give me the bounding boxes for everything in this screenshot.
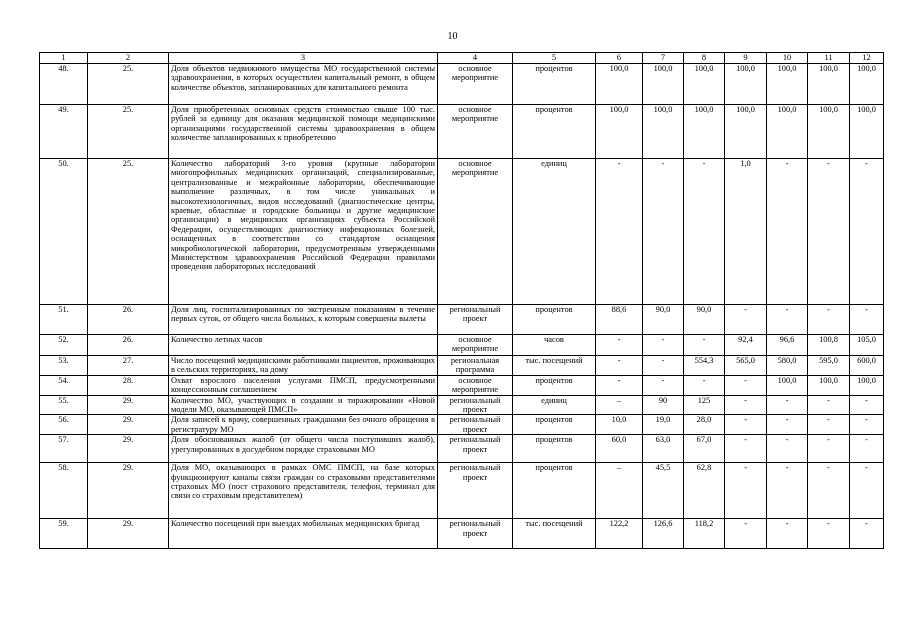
value-cell: - xyxy=(808,519,850,549)
value-cell: - xyxy=(767,415,808,435)
value-cell: 96,6 xyxy=(767,335,808,356)
unit-cell: процентов xyxy=(513,64,596,105)
table-row xyxy=(40,435,884,463)
value-cell: 600,0 xyxy=(850,356,884,376)
event-type-cell: региональный проект xyxy=(438,305,513,335)
value-cell: 118,2 xyxy=(684,519,725,549)
row-number-cell: 48. xyxy=(40,64,88,105)
table-row xyxy=(40,463,884,519)
unit-cell: процентов xyxy=(513,435,596,463)
value-cell: - xyxy=(596,335,643,356)
value-cell: 125 xyxy=(684,395,725,415)
event-type-cell: основное мероприятие xyxy=(438,105,513,159)
value-cell: - xyxy=(725,395,767,415)
reference-number-cell: 29. xyxy=(88,519,169,549)
column-header: 2 xyxy=(88,53,169,64)
value-cell: - xyxy=(725,305,767,335)
table-row xyxy=(40,64,884,105)
value-cell: - xyxy=(767,395,808,415)
value-cell: - xyxy=(850,435,884,463)
indicator-name-cell: Доля приобретенных основных средств стоимостью свыше 100 тыс. рублей за единицу для оказания медицинской помощи медицинскими организациями государственной системы здравоохранения в общем количестве запланированных к приобретению xyxy=(169,105,438,159)
value-cell: 554,3 xyxy=(684,356,725,376)
unit-cell: процентов xyxy=(513,415,596,435)
value-cell: 100,8 xyxy=(808,335,850,356)
unit-cell: процентов xyxy=(513,105,596,159)
indicator-name-cell: Количество МО, участвующих в создании и тиражировании «Новой модели МО, оказывающей ПМСП» xyxy=(169,395,438,415)
value-cell: 100,0 xyxy=(725,105,767,159)
reference-number-cell: 26. xyxy=(88,335,169,356)
value-cell: - xyxy=(808,305,850,335)
table-body xyxy=(40,64,884,549)
unit-cell: единиц xyxy=(513,395,596,415)
value-cell: 63,0 xyxy=(643,435,684,463)
value-cell: 19,0 xyxy=(643,415,684,435)
value-cell: - xyxy=(767,519,808,549)
value-cell: 100,0 xyxy=(808,64,850,105)
event-type-cell: региональный проект xyxy=(438,463,513,519)
indicator-name-cell: Доля обоснованных жалоб (от общего числа поступивших жалоб), урегулированных в досудебном порядке страховыми МО xyxy=(169,435,438,463)
value-cell: - xyxy=(596,375,643,395)
column-header: 4 xyxy=(438,53,513,64)
value-cell: 122,2 xyxy=(596,519,643,549)
event-type-cell: основное мероприятие xyxy=(438,159,513,305)
value-cell: - xyxy=(643,356,684,376)
value-cell: - xyxy=(767,305,808,335)
value-cell: 100,0 xyxy=(684,105,725,159)
column-number-row xyxy=(40,53,884,64)
event-type-cell: региональный проект xyxy=(438,435,513,463)
value-cell: – xyxy=(596,463,643,519)
value-cell: 88,6 xyxy=(596,305,643,335)
row-number-cell: 55. xyxy=(40,395,88,415)
value-cell: 595,0 xyxy=(808,356,850,376)
row-number-cell: 53. xyxy=(40,356,88,376)
value-cell: 100,0 xyxy=(767,105,808,159)
value-cell: - xyxy=(767,463,808,519)
value-cell: - xyxy=(808,415,850,435)
table-row xyxy=(40,395,884,415)
unit-cell: процентов xyxy=(513,305,596,335)
value-cell: - xyxy=(643,159,684,305)
value-cell: - xyxy=(808,463,850,519)
column-header: 3 xyxy=(169,53,438,64)
table-row xyxy=(40,305,884,335)
value-cell: 62,8 xyxy=(684,463,725,519)
value-cell: 100,0 xyxy=(684,64,725,105)
event-type-cell: основное мероприятие xyxy=(438,64,513,105)
value-cell: 100,0 xyxy=(643,64,684,105)
row-number-cell: 49. xyxy=(40,105,88,159)
value-cell: 92,4 xyxy=(725,335,767,356)
indicators-table xyxy=(39,52,884,549)
indicator-name-cell: Доля лиц, госпитализированных по экстренным показаниям в течение первых суток, от общего числа больных, к которым совершены вылеты xyxy=(169,305,438,335)
event-type-cell: региональный проект xyxy=(438,395,513,415)
row-number-cell: 52. xyxy=(40,335,88,356)
column-header: 10 xyxy=(767,53,808,64)
indicator-name-cell: Количество лабораторий 3-го уровня (крупные лаборатории многопрофильных медицинских организаций, специализированные, централизованные и межрайонные лаборатории, обеспечивающие выполнение различных, в том числе уникальных и высокотехнологичных, видов исследований (диагностические центры, краевые, областные и городские больницы и другие медицинские организации) в медицинских организациях субъекта Российской Федерации, осуществляющих диагностику инфекционных болезней, оснащенных в соответствии со стандартом оснащения микробиологической лаборатории, предусмотренным утвержденными Министерством здравоохранения Российской Федерации правилами проведения лабораторных исследований xyxy=(169,159,438,305)
row-number-cell: 50. xyxy=(40,159,88,305)
value-cell: 100,0 xyxy=(808,105,850,159)
value-cell: 10,0 xyxy=(596,415,643,435)
value-cell: - xyxy=(725,415,767,435)
unit-cell: единиц xyxy=(513,159,596,305)
value-cell: - xyxy=(850,305,884,335)
event-type-cell: основное мероприятие xyxy=(438,375,513,395)
value-cell: 565,0 xyxy=(725,356,767,376)
value-cell: 580,0 xyxy=(767,356,808,376)
value-cell: - xyxy=(767,435,808,463)
column-header: 12 xyxy=(850,53,884,64)
column-header: 6 xyxy=(596,53,643,64)
value-cell: - xyxy=(725,463,767,519)
row-number-cell: 56. xyxy=(40,415,88,435)
unit-cell: тыс. посещений xyxy=(513,519,596,549)
value-cell: - xyxy=(643,375,684,395)
row-number-cell: 57. xyxy=(40,435,88,463)
value-cell: 100,0 xyxy=(767,375,808,395)
value-cell: - xyxy=(850,519,884,549)
value-cell: 45,5 xyxy=(643,463,684,519)
table-row xyxy=(40,375,884,395)
value-cell: - xyxy=(850,159,884,305)
value-cell: - xyxy=(725,435,767,463)
indicator-name-cell: Количество летных часов xyxy=(169,335,438,356)
value-cell: 100,0 xyxy=(596,64,643,105)
value-cell: 100,0 xyxy=(725,64,767,105)
table-row xyxy=(40,335,884,356)
value-cell: – xyxy=(596,395,643,415)
value-cell: 100,0 xyxy=(850,105,884,159)
value-cell: 100,0 xyxy=(850,64,884,105)
value-cell: 100,0 xyxy=(767,64,808,105)
indicator-name-cell: Число посещений медицинскими работниками пациентов, проживающих в сельских территориях, на дому xyxy=(169,356,438,376)
indicator-name-cell: Количество посещений при выездах мобильных медицинских бригад xyxy=(169,519,438,549)
reference-number-cell: 29. xyxy=(88,435,169,463)
value-cell: - xyxy=(684,335,725,356)
page-number: 10 xyxy=(447,31,458,42)
value-cell: - xyxy=(684,159,725,305)
row-number-cell: 59. xyxy=(40,519,88,549)
table-row xyxy=(40,159,884,305)
value-cell: - xyxy=(725,519,767,549)
value-cell: - xyxy=(808,435,850,463)
column-header: 8 xyxy=(684,53,725,64)
reference-number-cell: 27. xyxy=(88,356,169,376)
value-cell: - xyxy=(596,356,643,376)
table-row xyxy=(40,356,884,376)
value-cell: 28,0 xyxy=(684,415,725,435)
event-type-cell: региональная программа xyxy=(438,356,513,376)
value-cell: - xyxy=(684,375,725,395)
indicator-name-cell: Доля записей к врачу, совершенных гражданами без очного обращения в регистратуру МО xyxy=(169,415,438,435)
column-header: 1 xyxy=(40,53,88,64)
reference-number-cell: 29. xyxy=(88,415,169,435)
indicator-name-cell: Доля МО, оказывающих в рамках ОМС ПМСП, на базе которых функционируют каналы связи граждан со страховыми представителями страховых МО (пост страхового представителя, телефон, терминал для связи со страховым представителем) xyxy=(169,463,438,519)
value-cell: 100,0 xyxy=(643,105,684,159)
value-cell: - xyxy=(643,335,684,356)
indicator-name-cell: Охват взрослого населения услугами ПМСП, предусмотренными концессионным соглашением xyxy=(169,375,438,395)
value-cell: - xyxy=(850,463,884,519)
value-cell: - xyxy=(596,159,643,305)
unit-cell: процентов xyxy=(513,375,596,395)
unit-cell: процентов xyxy=(513,463,596,519)
value-cell: 90 xyxy=(643,395,684,415)
value-cell: - xyxy=(725,375,767,395)
reference-number-cell: 29. xyxy=(88,395,169,415)
value-cell: 90,0 xyxy=(643,305,684,335)
reference-number-cell: 29. xyxy=(88,463,169,519)
table-row xyxy=(40,415,884,435)
event-type-cell: региональный проект xyxy=(438,519,513,549)
indicator-name-cell: Доля объектов недвижимого имущества МО государственной системы здравоохранения, в которых осуществлен капитальный ремонт, в общем количестве объектов, запланированных для капитального ремонта xyxy=(169,64,438,105)
value-cell: 67,0 xyxy=(684,435,725,463)
value-cell: 100,0 xyxy=(808,375,850,395)
value-cell: 100,0 xyxy=(596,105,643,159)
reference-number-cell: 28. xyxy=(88,375,169,395)
row-number-cell: 51. xyxy=(40,305,88,335)
table-row xyxy=(40,519,884,549)
reference-number-cell: 26. xyxy=(88,305,169,335)
reference-number-cell: 25. xyxy=(88,64,169,105)
value-cell: 60,0 xyxy=(596,435,643,463)
value-cell: 1,0 xyxy=(725,159,767,305)
value-cell: - xyxy=(850,395,884,415)
value-cell: - xyxy=(850,415,884,435)
reference-number-cell: 25. xyxy=(88,159,169,305)
value-cell: 90,0 xyxy=(684,305,725,335)
row-number-cell: 58. xyxy=(40,463,88,519)
value-cell: - xyxy=(808,159,850,305)
value-cell: 105,0 xyxy=(850,335,884,356)
event-type-cell: региональный проект xyxy=(438,415,513,435)
value-cell: 100,0 xyxy=(850,375,884,395)
column-header: 9 xyxy=(725,53,767,64)
event-type-cell: основное мероприятие xyxy=(438,335,513,356)
table-row xyxy=(40,105,884,159)
unit-cell: часов xyxy=(513,335,596,356)
column-header: 5 xyxy=(513,53,596,64)
reference-number-cell: 25. xyxy=(88,105,169,159)
unit-cell: тыс. посещений xyxy=(513,356,596,376)
value-cell: - xyxy=(767,159,808,305)
column-header: 11 xyxy=(808,53,850,64)
value-cell: - xyxy=(808,395,850,415)
value-cell: 126,6 xyxy=(643,519,684,549)
column-header: 7 xyxy=(643,53,684,64)
row-number-cell: 54. xyxy=(40,375,88,395)
